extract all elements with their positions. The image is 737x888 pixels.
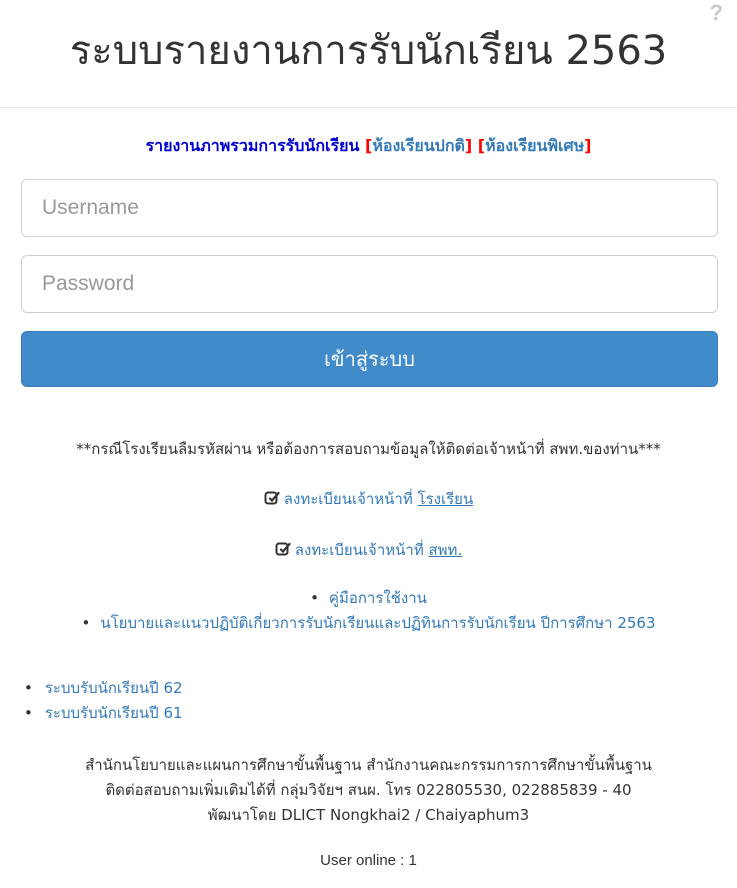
- register-school-row: [0, 487, 737, 511]
- list-item: • ระบบรับนักเรียนปี 62: [24, 679, 183, 697]
- user-online-count: User online : 1: [320, 852, 417, 869]
- login-form: [21, 179, 717, 387]
- edit-icon: [264, 490, 280, 510]
- register-office-prefix[interactable]: ลงทะเบียนเจ้าหน้าที่: [294, 541, 424, 559]
- past-systems-list: [24, 676, 737, 726]
- register-office-link[interactable]: สพท.: [428, 541, 463, 559]
- report-links: [0, 134, 737, 159]
- system-61-link[interactable]: ระบบรับนักเรียนปี 61: [44, 704, 183, 722]
- docs-list: [0, 586, 737, 636]
- list-item: • ระบบรับนักเรียนปี 61: [24, 704, 183, 722]
- register-school-link[interactable]: โรงเรียน: [417, 490, 474, 508]
- overview-report-link[interactable]: รายงานภาพรวมการรับนักเรียน: [145, 136, 360, 155]
- register-office-row: [0, 538, 737, 562]
- footer-developer: พัฒนาโดย DLICT Nongkhai2 / Chaiyaphum3: [207, 806, 530, 824]
- username-input[interactable]: Username: [21, 179, 718, 237]
- login-button[interactable]: เข้าสู่ระบบ: [21, 331, 718, 387]
- page-title: ระบบรายงานการรับนักเรียน 2563: [69, 28, 668, 74]
- footer-org: สำนักนโยบายและแผนการศึกษาขั้นพื้นฐาน สำนักงานคณะกรรมการการศึกษาขั้นพื้นฐาน: [85, 756, 652, 774]
- normal-room-link[interactable]: ห้องเรียนปกติ: [372, 136, 465, 155]
- forgot-password-notice: **กรณีโรงเรียนลืมรหัสผ่าน หรือต้องการสอบถามข้อมูลให้ติดต่อเจ้าหน้าที่ สพท.ของท่าน***: [76, 440, 661, 458]
- bracket-open: [: [477, 136, 486, 155]
- bracket-close: ]: [464, 136, 473, 155]
- bracket-open: [: [365, 136, 373, 155]
- edit-icon: [275, 541, 291, 561]
- help-icon[interactable]: ?: [709, 0, 723, 25]
- policy-link[interactable]: นโยบายและแนวปฏิบัติเกี่ยวการรับนักเรียนและปฏิทินการรับนักเรียน ปีการศึกษา 2563: [100, 614, 656, 632]
- footer-contact: ติดต่อสอบถามเพิ่มเติมได้ที่ กลุ่มวิจัยฯ สนผ. โทร 022805530, 022885839 - 40: [105, 781, 632, 799]
- password-input[interactable]: Password: [21, 255, 718, 313]
- system-62-link[interactable]: ระบบรับนักเรียนปี 62: [44, 679, 183, 697]
- page-header: [0, 0, 737, 108]
- register-school-prefix[interactable]: ลงทะเบียนเจ้าหน้าที่: [283, 490, 413, 508]
- list-item: • คู่มือการใช้งาน: [310, 589, 427, 607]
- footer: [0, 753, 737, 828]
- list-item: • นโยบายและแนวปฏิบัติเกี่ยวการรับนักเรียนและปฏิทินการรับนักเรียน ปีการศึกษา 2563: [81, 614, 656, 632]
- manual-link[interactable]: คู่มือการใช้งาน: [328, 589, 427, 607]
- bracket-close: ]: [584, 136, 592, 155]
- special-room-link[interactable]: ห้องเรียนพิเศษ: [485, 136, 585, 155]
